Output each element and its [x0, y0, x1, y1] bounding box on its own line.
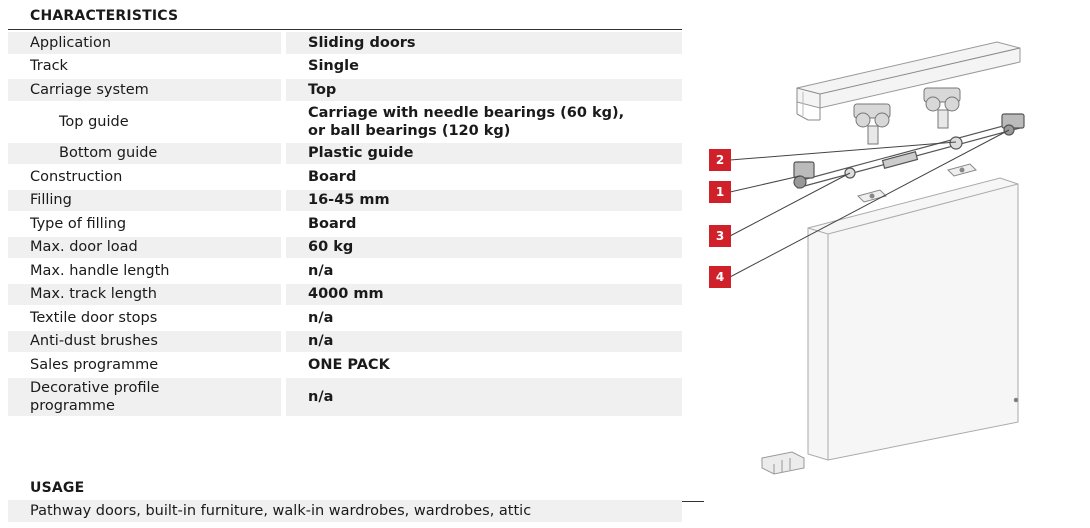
table-row	[8, 331, 682, 353]
row-value: Top	[286, 79, 682, 101]
table-row	[8, 143, 682, 165]
row-value: 60 kg	[286, 237, 682, 259]
row-label: Carriage system	[8, 79, 286, 101]
row-value: Single	[308, 58, 359, 75]
sliding-door-diagram	[700, 30, 1070, 490]
table-row	[8, 103, 682, 141]
row-value: n/a	[308, 262, 334, 279]
table-row	[8, 56, 682, 78]
row-label: Bottom guide	[8, 143, 286, 165]
table-row	[8, 190, 682, 212]
row-label: Anti-dust brushes	[8, 331, 286, 353]
callout-line-1	[730, 176, 800, 192]
usage-text: Pathway doors, built-in furniture, walk-in wardrobes, wardrobes, attic	[8, 500, 682, 522]
row-value: Carriage with needle bearings (60 kg), or ball bearings (120 kg)	[308, 104, 625, 139]
table-row	[8, 307, 682, 329]
row-value: 16-45 mm	[286, 190, 682, 212]
usage-title: USAGE	[8, 472, 704, 502]
row-label: Textile door stops	[8, 307, 286, 329]
table-row	[8, 378, 682, 416]
row-label: Sales programme	[8, 354, 286, 376]
table-row	[8, 213, 682, 235]
row-value: Board	[308, 168, 357, 185]
door-hardware-illustration	[700, 30, 1070, 490]
row-label: Track	[8, 56, 286, 78]
row-value: Board	[308, 215, 357, 232]
characteristics-table	[8, 30, 682, 418]
row-label: Construction	[8, 166, 286, 188]
row-value: 4000 mm	[286, 284, 682, 306]
row-label: Decorative profile programme	[8, 378, 286, 416]
table-row	[8, 32, 682, 54]
table-row	[8, 237, 682, 259]
characteristics-title: CHARACTERISTICS	[8, 0, 682, 30]
row-label: Max. handle length	[8, 260, 286, 282]
row-label: Top guide	[8, 103, 286, 141]
row-label: Type of filling	[8, 213, 286, 235]
callout-badge: 3	[709, 225, 731, 247]
table-row	[8, 166, 682, 188]
row-value: Plastic guide	[286, 143, 682, 165]
row-value: n/a	[308, 309, 334, 326]
callout-badge: 1	[709, 181, 731, 203]
row-label: Application	[8, 32, 286, 54]
table-row	[8, 79, 682, 101]
row-label: Max. track length	[8, 284, 286, 306]
row-value: n/a	[286, 331, 682, 353]
row-value: ONE PACK	[308, 356, 390, 373]
table-row	[8, 284, 682, 306]
row-label: Max. door load	[8, 237, 286, 259]
characteristics-section	[8, 0, 682, 418]
table-row	[8, 260, 682, 282]
table-row	[8, 354, 682, 376]
row-value: n/a	[286, 378, 682, 416]
row-label: Filling	[8, 190, 286, 212]
callout-line-2	[730, 142, 956, 160]
row-value: Sliding doors	[286, 32, 682, 54]
callout-badge: 4	[709, 266, 731, 288]
callout-badge: 2	[709, 149, 731, 171]
